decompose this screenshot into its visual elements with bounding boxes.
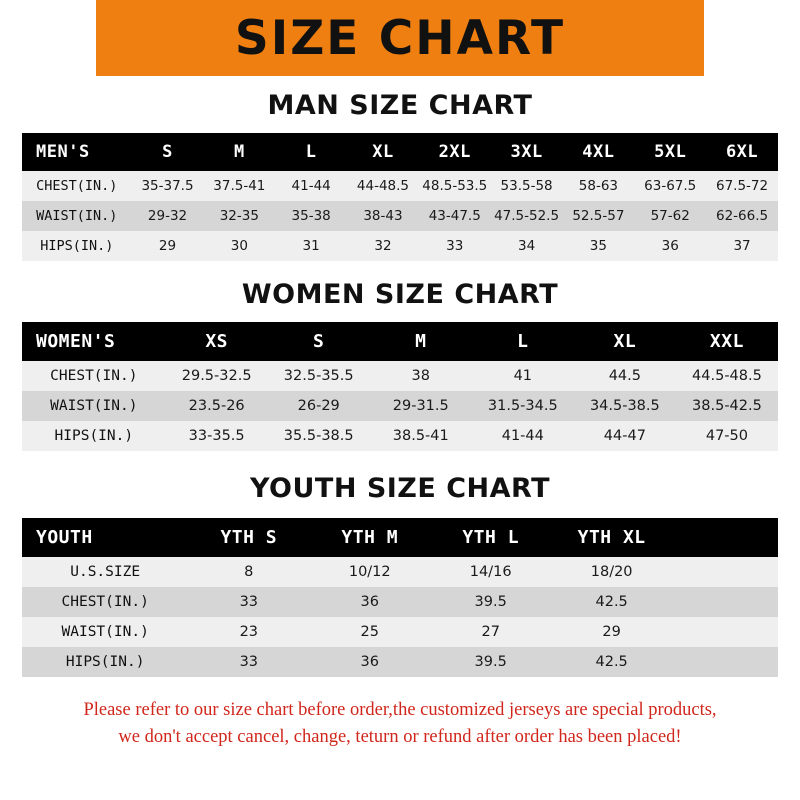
men-cell: 33 (446, 238, 464, 254)
women-cell: 44-47 (603, 428, 646, 444)
women-cell: 33-35.5 (188, 428, 245, 444)
men-row-label: HIPS(IN.) (40, 238, 114, 254)
men-cell: 38-43 (363, 208, 403, 224)
women-cell: 38.5-41 (392, 428, 449, 444)
men-cell: 30 (230, 238, 248, 254)
youth-cell: 23 (239, 624, 259, 640)
women-header-cell: XXL (709, 331, 744, 352)
men-cell: 62-66.5 (716, 208, 769, 224)
youth-header-cell: YTH XL (577, 527, 646, 548)
youth-cell: 36 (360, 654, 379, 670)
men-header-cell: L (305, 142, 317, 162)
youth-cell: 36 (360, 594, 379, 610)
youth-spacer-cell (672, 557, 778, 587)
youth-cell: 18/20 (590, 564, 633, 580)
men-cell: 34 (517, 238, 536, 254)
men-cell: 57-62 (650, 208, 690, 224)
content-area (0, 90, 800, 751)
women-row-label: HIPS(IN.) (54, 428, 134, 444)
men-cell: 29-32 (147, 208, 188, 224)
table-row (22, 201, 778, 231)
table-row (22, 171, 778, 201)
men-cell: 48.5-53.5 (422, 178, 488, 194)
women-cell: 29-31.5 (392, 398, 449, 414)
youth-spacer-cell (672, 587, 778, 617)
women-header-row (22, 322, 778, 361)
youth-header-row (22, 518, 778, 557)
women-row-label: WAIST(IN.) (50, 398, 138, 414)
women-cell: 26-29 (297, 398, 340, 414)
men-cell: 36 (661, 238, 679, 254)
women-cell: 23.5-26 (188, 398, 245, 414)
women-cell: 34.5-38.5 (589, 398, 660, 414)
women-cell: 38 (411, 368, 430, 384)
youth-cell: 33 (239, 594, 259, 610)
youth-row-label: U.S.SIZE (70, 564, 141, 580)
table-row (22, 391, 778, 421)
youth-cell: 8 (244, 564, 254, 580)
youth-cell: 39.5 (474, 594, 507, 610)
men-header-cell: MEN'S (36, 142, 90, 162)
youth-row-label: CHEST(IN.) (61, 594, 149, 610)
table-row (22, 587, 778, 617)
men-cell: 37 (733, 238, 751, 254)
youth-header-cell: YTH S (220, 527, 278, 548)
women-header-cell: S (313, 331, 325, 352)
men-cell: 35 (589, 238, 607, 254)
men-cell: 32 (374, 238, 392, 254)
women-header-cell: WOMEN'S (36, 331, 116, 352)
section-men (22, 90, 778, 261)
youth-spacer-cell (672, 647, 778, 677)
men-cell: 58-63 (578, 178, 618, 194)
men-header-cell: M (233, 142, 245, 162)
youth-header-cell: YOUTH (36, 527, 93, 548)
footer-line-1: Please refer to our size chart before order,the customized jerseys are special products, (83, 700, 717, 720)
youth-size-table (22, 518, 778, 677)
section-women (22, 279, 778, 451)
men-cell: 43-47.5 (428, 208, 481, 224)
women-cell: 35.5-38.5 (283, 428, 354, 444)
men-section-title: MAN SIZE CHART (267, 90, 533, 121)
women-header-cell: M (415, 331, 427, 352)
youth-header-spacer (672, 518, 778, 557)
men-cell: 29 (158, 238, 177, 254)
youth-cell: 42.5 (595, 594, 628, 610)
youth-cell: 14/16 (469, 564, 512, 580)
men-cell: 52.5-57 (572, 208, 625, 224)
page-title: SIZE CHART (234, 10, 566, 66)
youth-cell: 33 (239, 654, 259, 670)
table-row (22, 557, 778, 587)
women-cell: 32.5-35.5 (283, 368, 354, 384)
section-youth (22, 473, 778, 677)
table-row (22, 231, 778, 261)
men-header-cell: XL (372, 142, 394, 162)
youth-cell: 42.5 (595, 654, 628, 670)
women-cell: 44.5-48.5 (692, 368, 762, 384)
table-row (22, 421, 778, 451)
men-size-table (22, 133, 778, 261)
youth-row-label: HIPS(IN.) (65, 654, 145, 670)
youth-cell: 27 (481, 624, 500, 640)
youth-cell: 10/12 (348, 564, 391, 580)
youth-row-label: WAIST(IN.) (61, 624, 149, 640)
women-size-table (22, 322, 778, 451)
youth-header-cell: YTH L (462, 527, 520, 548)
men-cell: 35-38 (291, 208, 331, 224)
men-header-cell: 4XL (582, 142, 615, 162)
men-row-label: WAIST(IN.) (36, 208, 118, 224)
men-cell: 53.5-58 (500, 178, 553, 194)
men-header-cell: 5XL (654, 142, 687, 162)
women-row-label: CHEST(IN.) (50, 368, 138, 384)
youth-spacer-cell (672, 617, 778, 647)
men-cell: 67.5-72 (716, 178, 769, 194)
youth-cell: 25 (360, 624, 379, 640)
men-cell: 31 (302, 238, 320, 254)
table-row (22, 647, 778, 677)
header-band (0, 0, 800, 76)
men-cell: 35-37.5 (141, 178, 194, 194)
women-cell: 47-50 (705, 428, 748, 444)
women-cell: 38.5-42.5 (692, 398, 762, 414)
men-cell: 47.5-52.5 (494, 208, 560, 224)
table-row (22, 361, 778, 391)
women-header-cell: XL (613, 331, 637, 352)
youth-cell: 39.5 (474, 654, 507, 670)
footer-note (22, 697, 778, 751)
youth-header-cell: YTH M (341, 527, 399, 548)
men-header-cell: 3XL (510, 142, 543, 162)
men-header-cell: 6XL (725, 142, 759, 162)
women-cell: 41-44 (501, 428, 544, 444)
men-cell: 63-67.5 (644, 178, 697, 194)
women-section-title: WOMEN SIZE CHART (241, 279, 559, 310)
women-cell: 41 (513, 368, 533, 384)
men-header-cell: 2XL (438, 142, 471, 162)
women-header-cell: L (517, 331, 529, 352)
men-cell: 44-48.5 (356, 178, 409, 194)
youth-cell: 29 (602, 624, 621, 640)
table-row (22, 617, 778, 647)
men-cell: 37.5-41 (213, 178, 266, 194)
women-cell: 31.5-34.5 (487, 398, 558, 414)
women-cell: 44.5 (608, 368, 641, 384)
men-header-cell: S (162, 142, 173, 162)
men-cell: 41-44 (291, 178, 331, 194)
women-cell: 29.5-32.5 (181, 368, 252, 384)
youth-section-title: YOUTH SIZE CHART (249, 473, 551, 504)
men-header-row (22, 133, 778, 171)
men-cell: 32-35 (219, 208, 259, 224)
men-row-label: CHEST(IN.) (36, 178, 118, 194)
women-header-cell: XS (205, 331, 228, 352)
footer-line-2: we don't accept cancel, change, teturn or refund after order has been placed! (118, 726, 682, 747)
